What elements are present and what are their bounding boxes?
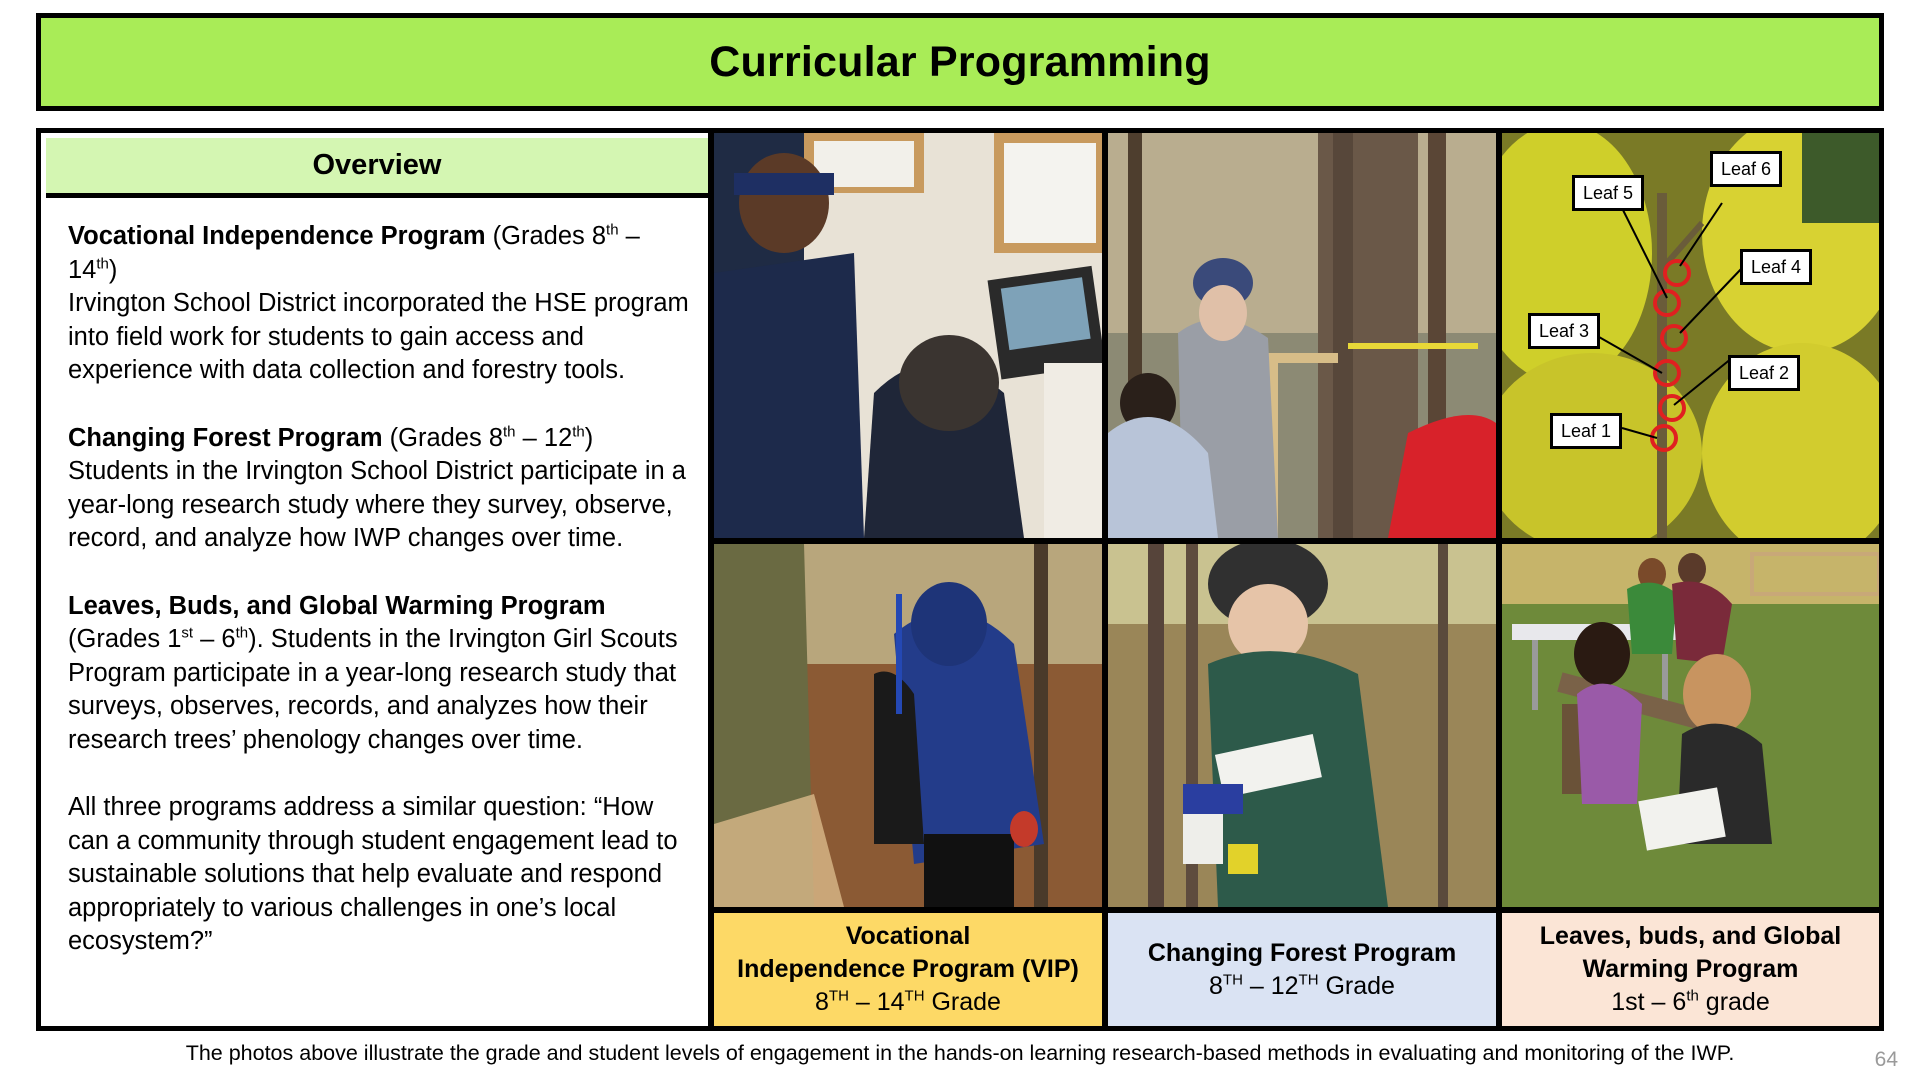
- vip-description: Irvington School District incorporated the HSE program into field work for students to gain access and experience with data collection and forestry tools.: [68, 289, 689, 384]
- caption-lbg-grade: 1st – 6th grade: [1611, 987, 1770, 1016]
- caption-vip-grade: 8TH – 14TH Grade: [815, 987, 1001, 1016]
- leaf-2-label: Leaf 2: [1728, 355, 1800, 391]
- leaf-5-label: Leaf 5: [1572, 175, 1644, 211]
- photo-vip-forest: [714, 544, 1102, 907]
- caption-vip: [714, 913, 1102, 1026]
- cfp-description: Students in the Irvington School District participate in a year-long research study where they survey, observe, record, and analyze how IWP changes over time.: [68, 457, 686, 552]
- photo-row-divider: [714, 538, 1879, 544]
- main-frame: [36, 128, 1884, 1031]
- photo-cfp-clipboard: [1108, 544, 1496, 907]
- leaf-1-label: Leaf 1: [1550, 413, 1622, 449]
- column-divider-2: [1102, 133, 1108, 1026]
- caption-lbg-title-2: Warming Program: [1582, 955, 1799, 983]
- photo-lbg-picnic: [1502, 544, 1879, 907]
- vip-name: Vocational Independence Program: [68, 222, 486, 250]
- leaf-3-label: Leaf 3: [1528, 313, 1600, 349]
- lbg-paragraph: Leaves, Buds, and Global Warming Program (Grades 1st – 6th). Students in the Irvington Girl Scouts Program participate in a year-long research study that surveys, observes, records, and analyzes how their research trees’ phenology changes over time.: [68, 591, 678, 754]
- caption-cfp-grade: 8TH – 12TH Grade: [1209, 971, 1395, 1000]
- caption-divider: [714, 907, 1879, 913]
- cfp-name: Changing Forest Program: [68, 423, 383, 452]
- leaf-6-label: Leaf 6: [1710, 151, 1782, 187]
- page-number: 64: [1874, 1048, 1898, 1071]
- cfp-paragraph: Changing Forest Program (Grades 8th – 12th) Students in the Irvington School District participate in a year-long research study where they survey, observe, record, and analyze how IWP changes over time.: [68, 423, 686, 552]
- caption-cfp-title: Changing Forest Program: [1147, 938, 1457, 967]
- photo-vip-laptop: [714, 133, 1102, 538]
- leaf-4-label: Leaf 4: [1740, 249, 1812, 285]
- photo-cfp-tree-measure: [1108, 133, 1496, 538]
- lbg-description: ). Students in the Irvington Girl Scouts Program participate in a year-long research study that surveys, observes, records, and analyzes how their research trees’ phenology changes over time.: [68, 625, 678, 754]
- overview-panel: [41, 133, 708, 1026]
- caption-vip-title-1: Vocational: [845, 922, 971, 950]
- caption-lbg: [1502, 913, 1879, 1026]
- vip-paragraph: Vocational Independence Program (Grades 8th – 14th) Irvington School District incorporated the HSE program into field work for students to gain access and experience with data collection and forestry tools.: [68, 221, 689, 384]
- page-title: Curricular Programming: [709, 37, 1211, 86]
- summary-paragraph: All three programs address a similar question: “How can a community through student engagement lead to sustainable solutions that help evaluate and respond appropriately to various challenges in one’s local ecosystem?”: [68, 793, 678, 955]
- caption-cfp: [1108, 913, 1496, 1026]
- footnote: The photos above illustrate the grade and student levels of engagement in the hands-on learning research-based methods in evaluating and monitoring of the IWP.: [185, 1041, 1735, 1065]
- column-divider-3: [1496, 133, 1502, 1026]
- lbg-name: Leaves, Buds, and Global Warming Program: [68, 591, 606, 620]
- overview-heading: Overview: [46, 138, 708, 198]
- title-bar: [36, 13, 1884, 111]
- caption-lbg-title-1: Leaves, buds, and Global: [1539, 922, 1842, 950]
- photo-leaves-labeled: [1502, 133, 1879, 538]
- caption-vip-title-2: Independence Program (VIP): [737, 955, 1079, 983]
- overview-body: [46, 198, 708, 1026]
